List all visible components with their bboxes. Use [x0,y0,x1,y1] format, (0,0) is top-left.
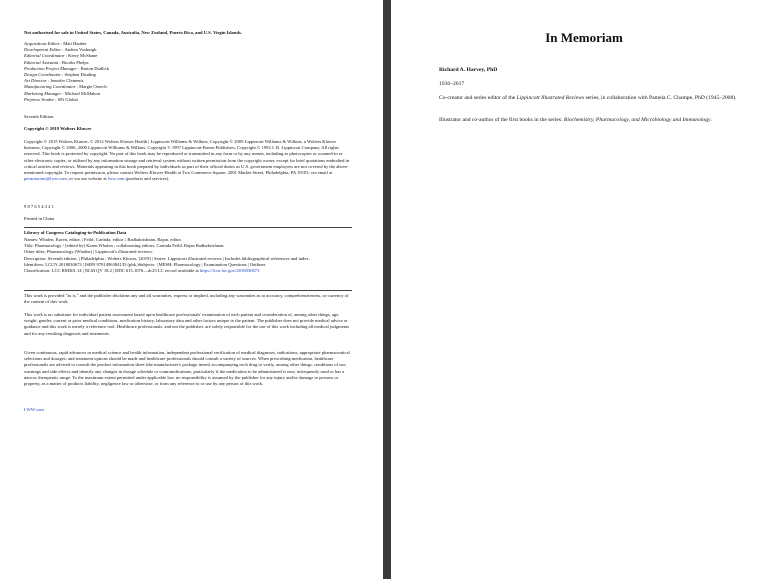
credit-name: Brooks Phelps [61,59,89,65]
printed-in: Printed in China [24,216,55,221]
tribute-paragraph-1: Co-creator and series editor of the Lippincott Illustrated Reviews series, in collaboration with Pamela C. Champe, PhD (1945–2008). [439,95,737,101]
credit-separator: : [77,65,81,71]
honoree-years: 1936–2017 [439,81,465,87]
credit-name: Matt Hauber [63,41,87,46]
divider-top [24,227,352,228]
credit-separator: : [59,41,64,46]
memoriam-page [391,0,777,579]
credit-name: Barton Dudlick [80,65,110,71]
permissions-email-link[interactable]: permissions@lww.com [24,176,67,182]
credit-name: Margie Orzech [79,84,107,90]
credit-role: Acquisitions Editor [24,41,60,46]
credit-name: Andrea Vosburgh [64,47,97,53]
credit-separator: : [64,53,69,59]
credit-separator: : [61,90,65,96]
edition-label: Seventh Edition [24,114,54,119]
credit-role: Editorial Assistant [24,59,59,65]
credit-name: Jennifer Clements [50,78,84,84]
credit-role: Marketing Manager [24,90,62,96]
credit-name: SPi Global [57,96,78,102]
advances-paragraph: Given continuous, rapid advances in medical science and health information, independent professional verification of medical diagnoses, indications, appropriate pharmaceutical selections and dosages, and treatment options should be made and healthcare professionals should consult a variety of sources. When prescribing medication, healthcare professionals are advised to consult the product information sheet (the manufacturer's package insert) accompanying each drug to verify, among other things, conditions of use, warnings and side effects and identify any changes in dosage schedule or contraindications, particularly if the medication to be administered is new, infrequently used or has a narrow therapeutic range. To the maximum extent permitted under applicable law, no responsibility is assumed by the publisher for any injury and/or damage to persons or property, as a matter of products liability, negligence law or otherwise, or from any reference to or use by any person of this work. [24,350,350,387]
credit-role: Production Project Manager [24,65,77,71]
credit-separator: : [54,96,58,102]
rights-paragraph: Copyright © 2015 Wolters Kluwer, © 2012 Wolters Kluwer Health | Lippincott Williams & Wilkins, Copyright © 2009 Lippincott Williams & Wilkins, a Wolters Kluwer business, Copyright © 2006, 2000 Lippincott Williams & Wilkins, Copyright © 1997 Lippincott-Raven Publishers, Copyright © 1992 J. B. Lippincott Company. All rights reserved. This book is protected by copyright. No part of this book may be reproduced or transmitted in any form or by any means, including as photocopies or scanned-in or other electronic copies, or utilized by any information storage and retrieval system without written permission from the copyright owner, except for brief quotations embodied in critical articles and reviews. Materials appearing in this book prepared by individuals as part of their official duties as U.S. government employees are not covered by the above-mentioned copyright. To request permission, please contact Wolters Kluwer Health at Two Commerce Square, 2001 Market Street, Philadelphia, PA 19103, via email at permissions@lww.com, or via our website at lww.com (products and services). [24,139,350,182]
credit-role: Art Director [24,78,47,84]
credit-role: Manufacturing Coordinator [24,84,76,90]
page-gutter [383,0,391,579]
cip-heading: Library of Congress Cataloging-in-Publication Data [24,230,127,235]
printing-numbers: 9 8 7 6 5 4 3 2 1 [24,204,54,209]
honoree-name: Richard A. Harvey, PhD [439,67,498,73]
credit-name: Michael McMahon [64,90,101,96]
credit-name: Kerry McShane [68,53,98,59]
credit-role: Prepress Vendor [24,96,55,102]
credit-separator: : [60,72,65,78]
copyright-page [0,0,383,579]
credit-role: Development Editor [24,47,62,53]
warranty-paragraph: This work is provided "as is," and the publisher disclaims any and all warranties, express or implied, including any warranties as to accuracy, comprehensiveness, or currency of the content of this work. [24,293,349,305]
credit-name: Stephen Druding [64,72,96,78]
credit-separator: : [61,47,65,53]
lccn-record-link[interactable]: https://lccn.loc.gov/2018030673 [199,268,260,274]
lww-site-link[interactable]: LWW.com [24,407,44,412]
credit-role: Editorial Coordinator [24,53,65,59]
lww-website-link[interactable]: lww.com [107,176,125,182]
credit-row [24,97,352,103]
disclaimer-paragraph: This work is no substitute for individual patient assessment based upon healthcare professionals' examination of each patient and consideration of, among other things, age, weight, gender, current or prior medical conditions, medication history, laboratory data and other factors unique to the patient. The publisher does not provide medical advice or guidance and this work is merely a reference tool. Healthcare professionals, and not the publisher, are solely responsible for the use of this work including all medical judgments and for any resulting diagnosis and treatments. [24,312,350,336]
divider-bottom [24,290,352,291]
credits-list [24,41,352,103]
credit-separator: : [46,78,51,84]
credit-separator: : [75,84,80,90]
memoriam-title: In Memoriam [545,30,623,45]
credit-role: Design Coordinator [24,72,61,78]
cip-block: Names: Whalen, Karen, editor. | Feild, Carinda, editor. | Radhakrishnan, Rajan, editor. Title: Pharmacology / [edited by] Karen Whalen ; collaborating editors, Carinda Feild, Rajan Radhakrishnan. Other titles: Pharmacology (Whalen) | Lippincott's illustrated reviews. Description: Seventh edition. | Philadelphia : Wolters Kluwer, [2019] | Series: Lippincott illustrated reviews | Includes bibliographical references and index. Identifiers: LCCN 2018030673 | ISBN 9781496384133 (pbk.)Subjects: | MESH: Pharmacology | Examination Questions | Outlines Classification: LCC RM301.14 | NLM QV 18.2 | DDC 615.1076—dc23 LC record available at https://lccn.loc.gov/2018030673 [24,237,310,274]
copyright-line: Copyright © 2019 Wolters Kluwer [24,126,92,131]
sale-notice: Not authorised for sale in United States, Canada, Australia, New Zealand, Puerto Rico, and U.S. Virgin Islands. [24,30,242,35]
tribute-paragraph-2: Illustrator and co-author of the first books in the series: Biochemistry, Pharmacology, and Microbiology and Immunology. [439,117,712,123]
credit-separator: : [58,59,62,65]
